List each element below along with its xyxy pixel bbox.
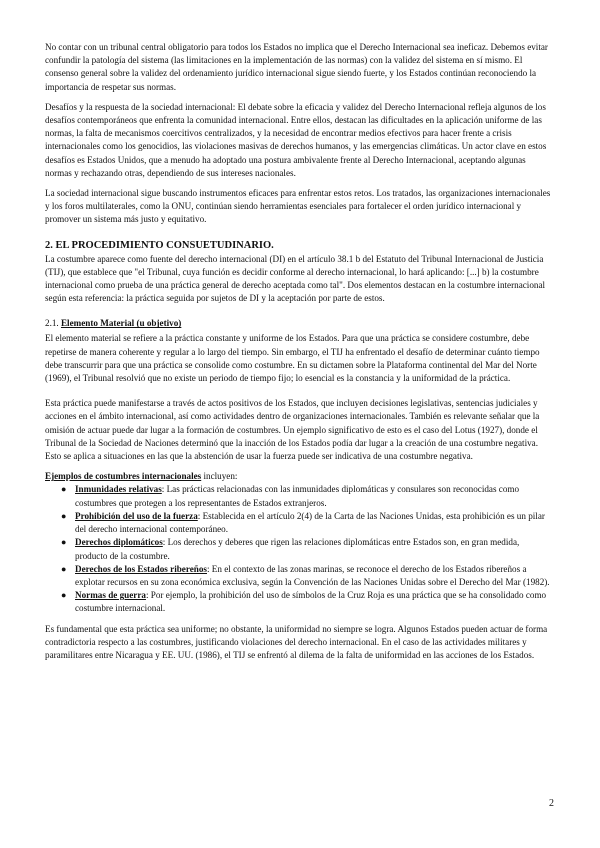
- paragraph-custom-source: La costumbre aparece como fuente del derecho internacional (DI) en el artículo 38.1 b del Estatuto del Tribunal Internacional de Justicia (TIJ), que establece que "el Tribunal, cuya función es decidir conforme al derecho internacional, lo hará aplicando: [...] b) la costumbre internacional como prueba de una práctica general de derecho aceptada como tal". Dos elementos destacan en la costumbre internacional según esta referencia: la práctica seguida por sujetos de DI y la aceptación por parte de estos.: [45, 253, 546, 304]
- list-item-term: Derechos de los Estados ribereños: [75, 563, 207, 574]
- examples-heading-bold: Ejemplos de costumbres internacionales: [45, 471, 202, 482]
- paragraph-material-element: El elemento material se refiere a la práctica constante y uniforme de los Estados. Para que una práctica se considere costumbre, debe repetirse de manera coherente y regular a lo largo del tiempo. Sin embargo, el TIJ ha enfrentado el desafío de determinar cuánto tiempo debe transcurrir para que una práctica se consolide como costumbre. En su dictamen sobre la Plataforma continental del Mar del Norte (1969), el Tribunal resolvió que no existe un periodo de tiempo fijo; lo esencial es la constancia y la uniformidad de la práctica.: [45, 333, 540, 384]
- bullet-icon: ●: [61, 563, 67, 574]
- list-item-term: Inmunidades relativas: [75, 484, 162, 495]
- subsection-heading: [45, 317, 552, 330]
- bullet-icon: ●: [61, 537, 67, 548]
- subsection-number: 2.1.: [45, 318, 61, 329]
- document-page: [45, 41, 552, 662]
- paragraph-uniformity: Es fundamental que esta práctica sea uniforme; no obstante, la uniformidad no siempre se logra. Algunos Estados pueden actuar de forma contradictoria respecto a las costumbres, justificando violaciones del derecho internacional. En el caso de las actividades militares y paramilitares entre Nicaragua y EE. UU. (1986), el TIJ se enfrentó al dilema de la falta de uniformidad en las acciones de los Estados.: [45, 623, 548, 660]
- list-item-text: : En el contexto de las zonas marinas, se reconoce el derecho de los Estados ribereños a explotar recursos en su zona económica exclusiva, según la Convención de las Naciones Unidas sobre el Derecho del Mar (1982).: [75, 563, 550, 587]
- bullet-icon: ●: [61, 510, 67, 521]
- list-item-term: Derechos diplomáticos: [75, 537, 163, 548]
- paragraph-practice-acts: Esta práctica puede manifestarse a través de actos positivos de los Estados, que incluyen decisiones legislativas, sentencias judiciales y acciones en el ámbito internacional, así como actividades dentro de organizaciones internacionales. También es relevante señalar que la omisión de actuar puede dar lugar a la formación de costumbres. Un ejemplo significativo de esto es el caso del Lotus (1927), donde el Tribunal de la Sociedad de Naciones determinó que la inacción de los Estados podía dar lugar a la creación de una costumbre negativa. Esto se aplica a situaciones en las que la abstención de usar la fuerza puede ser indicativa de una costumbre negativa.: [45, 398, 540, 462]
- bullet-icon: ●: [61, 590, 67, 601]
- paragraph-instruments: La sociedad internacional sigue buscando instrumentos eficaces para enfrentar estos retos. Los tratados, las organizaciones internacionales y los foros multilaterales, como la ONU, continúan siendo herramientas esenciales para fortalecer el orden jurídico internacional y promover un sistema más justo y equitativo.: [45, 188, 551, 225]
- list-item-text: : Por ejemplo, la prohibición del uso de símbolos de la Cruz Roja es una práctica que se ha consolidado como costumbre internacional.: [75, 590, 547, 614]
- list-item-text: : Las prácticas relacionadas con las inmunidades diplomáticas y consulares son reconocidas como costumbres que protegen a los representantes de Estados extranjeros.: [75, 484, 520, 508]
- paragraph-challenges: Desafíos y la respuesta de la sociedad internacional: El debate sobre la eficacia y validez del Derecho Internacional refleja algunos de los desafíos contemporáneos que enfrenta la comunidad internacional. Entre ellos, destacan las dificultades en la aplicación uniforme de las normas, la falta de mecanismos coercitivos centralizados, y la necesidad de encontrar medios efectivos para hacer frente a crisis internacionales como los genocidios, las violaciones masivas de derechos humanos, y las emergencias climáticas. Un actor clave en estos desafíos es Estados Unidos, que a menudo ha adoptado una postura ambivalente frente al Derecho Internacional, aceptando algunas normas y rechazando otras, dependiendo de sus intereses nacionales.: [45, 101, 547, 178]
- subsection-title: Elemento Material (u objetivo): [60, 318, 182, 329]
- list-item-term: Normas de guerra: [75, 590, 146, 601]
- list-item: [61, 589, 552, 615]
- examples-list: [45, 483, 552, 615]
- list-item: [61, 510, 552, 536]
- bullet-icon: ●: [61, 484, 67, 495]
- list-item-term: Prohibición del uso de la fuerza: [75, 510, 198, 521]
- examples-heading: [45, 470, 552, 483]
- list-item-text: : Los derechos y deberes que rigen las relaciones diplomáticas entre Estados son, en gran medida, producto de la costumbre.: [75, 537, 520, 561]
- page-number: 2: [549, 798, 554, 809]
- examples-heading-rest: incluyen:: [201, 471, 238, 482]
- list-item: [61, 483, 552, 509]
- list-item: [61, 563, 552, 589]
- paragraph-validity: No contar con un tribunal central obligatorio para todos los Estados no implica que el Derecho Internacional sea ineficaz. Debemos evitar confundir la patología del sistema (las limitaciones en la implementación de las normas) con la validez del sistema en sí mismo. El consenso general sobre la validez del ordenamiento jurídico internacional sigue siendo fuerte, y los Estados continúan reconociendo la importancia de respetar sus normas.: [45, 42, 548, 92]
- section-heading: 2. EL PROCEDIMIENTO CONSUETUDINARIO.: [45, 239, 274, 251]
- list-item: [61, 536, 552, 562]
- list-item-text: : Establecida en el artículo 2(4) de la Carta de las Naciones Unidas, esta prohibición es un pilar del derecho internacional contemporáneo.: [75, 510, 545, 535]
